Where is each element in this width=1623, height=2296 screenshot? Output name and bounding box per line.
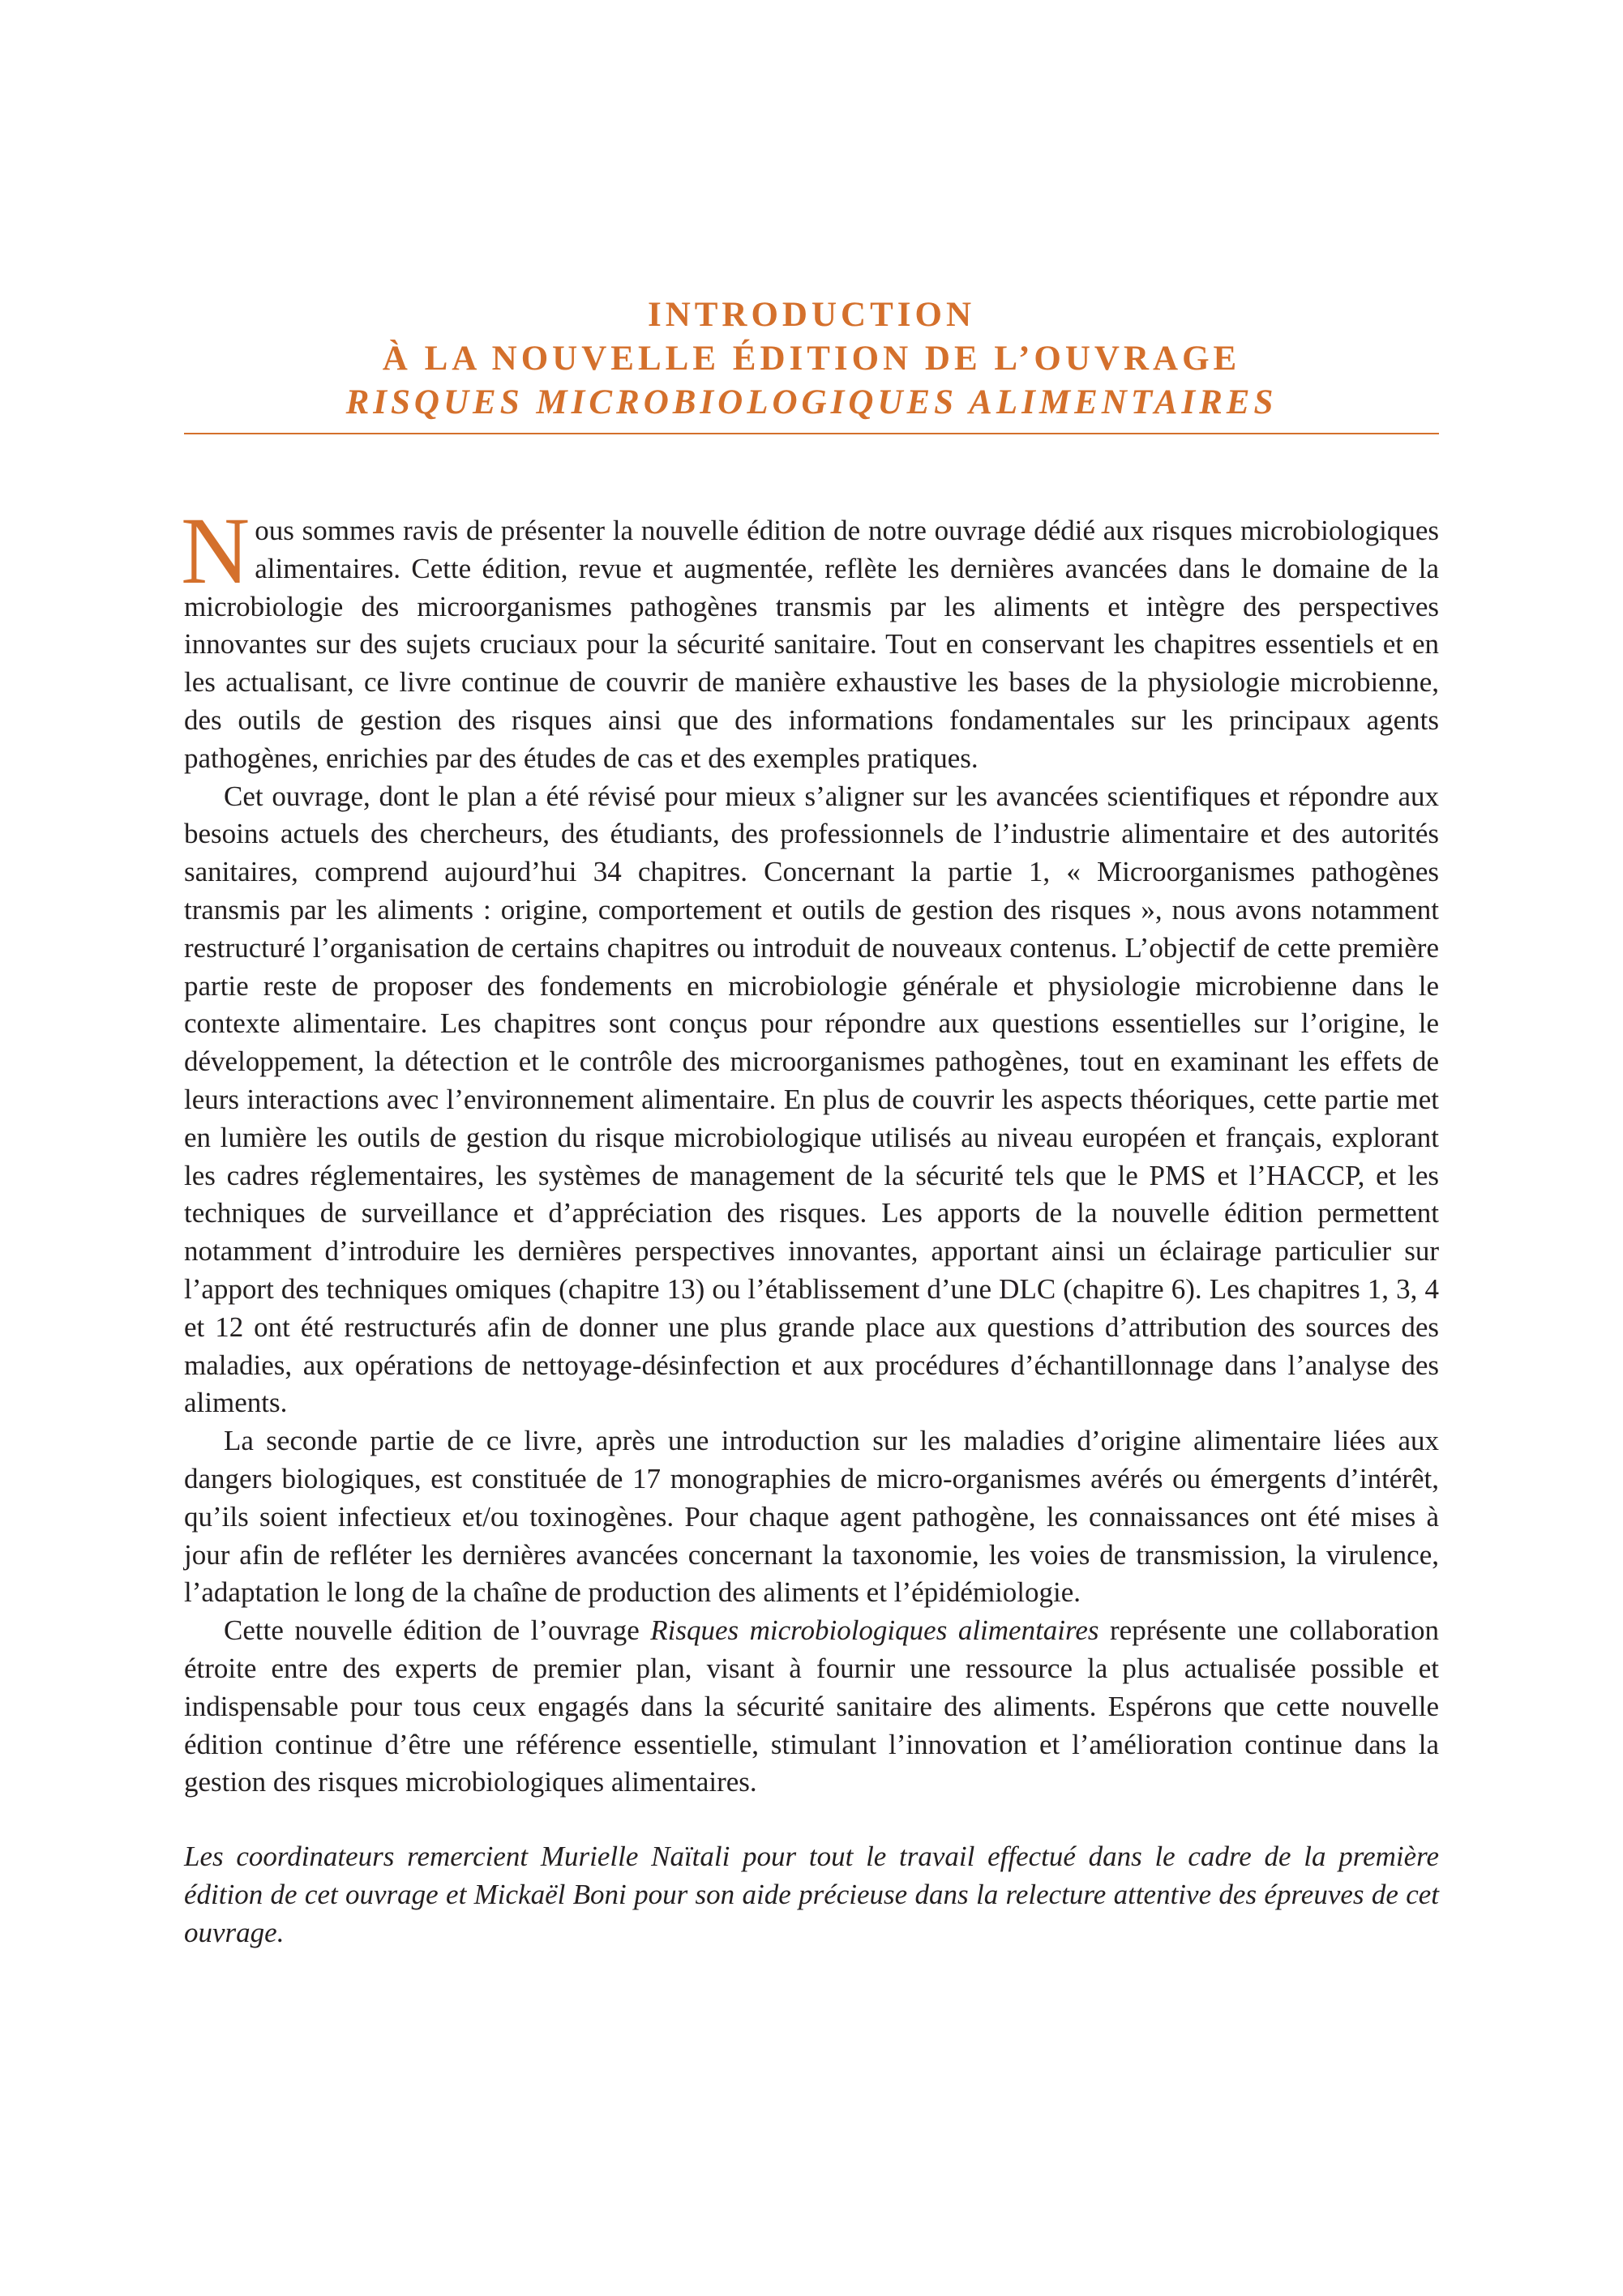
paragraph-1-text: ous sommes ravis de présenter la nouvelle édition de notre ouvrage dédié aux risques microbiologiques alimentaires. Cette édition, revue et augmentée, reflète les dernières avancées dans le domaine de la microbiologie des microorganismes pathogènes transmis par les aliments et intègre des perspectives innovantes sur des sujets cruciaux pour la sécurité sanitaire. Tout en conservant les chapitres essentiels et en les actualisant, ce livre continue de couvrir de manière exhaustive les bases de la physiologie microbienne, des outils de gestion des risques ainsi que des informations fondamentales sur les principaux agents pathogènes, enrichies par des études de cas et des exemples pratiques. [184,515,1439,774]
paragraph-1 [181,498,1439,778]
heading-divider [184,433,1439,434]
heading-line-1: INTRODUCTION [647,296,976,334]
drop-cap: N [181,498,251,604]
paragraph-3: La seconde partie de ce livre, après une introduction sur les maladies d’origine alimentaire liées aux dangers biologiques, est constituée de 17 monographies de micro-organismes avérés ou émergents d’intérêt, qu’ils soient infectieux et/ou toxinogènes. Pour chaque agent pathogène, les connaissances ont été mises à jour afin de refléter les dernières avancées concernant la taxonomie, les voies de transmission, la virulence, l’adaptation le long de la chaîne de production des aliments et l’épidémiologie. [184,1425,1439,1609]
chapter-heading [184,293,1439,425]
acknowledgements: Les coordinateurs remercient Murielle Naïtali pour tout le travail effectué dans le cadre de la première édition de cet ouvrage et Mickaël Boni pour son aide précieuse dans la relecture attentive des épreuves de cet ouvrage. [184,1841,1439,1948]
paragraph-4-book-title: Risques microbiologiques alimentaires [650,1614,1099,1647]
heading-line-2: À LA NOUVELLE ÉDITION DE L’OUVRAGE [382,340,1241,378]
body-text [181,498,1440,1952]
page [181,293,1440,1952]
paragraph-4 [184,1612,1439,1802]
paragraph-4-start: Cette nouvelle édition de l’ouvrage [224,1614,651,1647]
paragraph-4-end: représente une collaboration étroite entre des experts de premier plan, visant à fournir une ressource la plus actualisée possible et indispensable pour tous ceux engagés dans la sécurité sanitaire des aliments. Espérons que cette nouvelle édition continue d’être une référence essentielle, stimulant l’innovation et l’amélioration continue dans la gestion des risques microbiologiques alimentaires. [184,1614,1440,1798]
paragraph-2: Cet ouvrage, dont le plan a été révisé pour mieux s’aligner sur les avancées scientifiques et répondre aux besoins actuels des chercheurs, des étudiants, des professionnels de l’industrie alimentaire et des autorités sanitaires, comprend aujourd’hui 34 chapitres. Concernant la partie 1, « Microorganismes pathogènes transmis par les aliments : origine, comportement et outils de gestion des risques », nous avons notamment restructuré l’organisation de certains chapitres ou introduit de nouveaux contenus. L’objectif de cette première partie reste de proposer des fondements en microbiologie générale et physiologie microbienne dans le contexte alimentaire. Les chapitres sont conçus pour répondre aux questions essentielles sur l’origine, le développement, la détection et le contrôle des microorganismes pathogènes, tout en examinant les effets de leurs interactions avec l’environnement alimentaire. En plus de couvrir les aspects théoriques, cette partie met en lumière les outils de gestion du risque microbiologique utilisés au niveau européen et français, explorant les cadres réglementaires, les systèmes de management de la sécurité tels que le PMS et l’HACCP, et les techniques de surveillance et d’appréciation des risques. Les apports de la nouvelle édition permettent notamment d’introduire les dernières perspectives innovantes, apportant ainsi un éclairage particulier sur l’apport des techniques omiques (chapitre 13) ou l’établissement d’une DLC (chapitre 6). Les chapitres 1, 3, 4 et 12 ont été restructurés afin de donner une plus grande place aux questions d’attribution des sources des maladies, aux opérations de nettoyage-désinfection et aux procédures d’échantillonnage dans l’analyse des aliments. [184,780,1439,1419]
heading-line-3-book-title: RISQUES MICROBIOLOGIQUES ALIMENTAIRES [345,383,1278,421]
